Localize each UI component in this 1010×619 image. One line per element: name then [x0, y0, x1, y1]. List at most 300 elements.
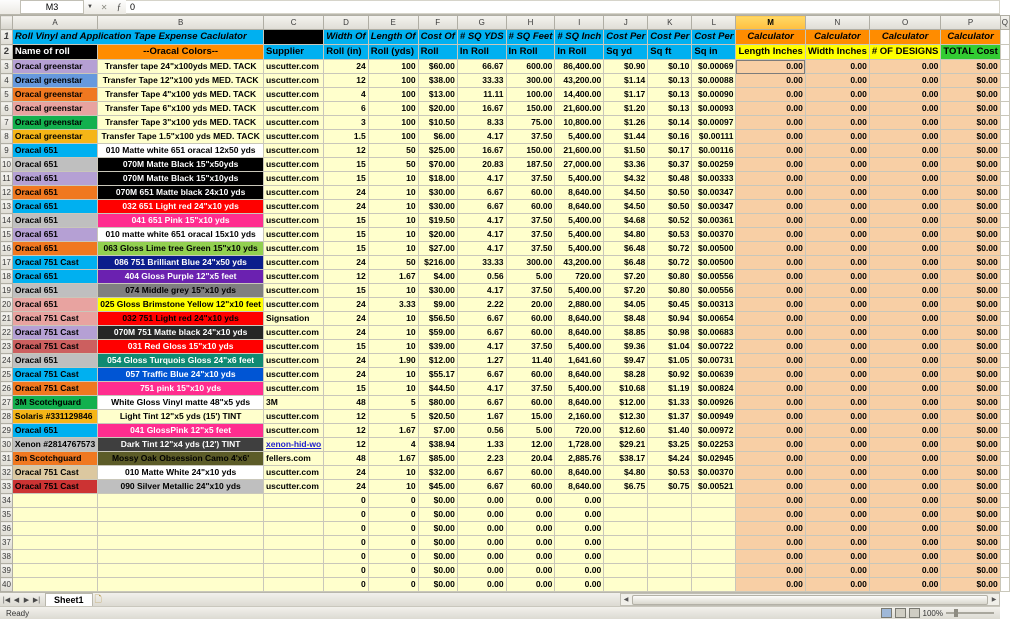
row-header-35[interactable]: 35 — [1, 508, 13, 522]
cell-supplier[interactable]: uscutter.com — [263, 88, 323, 102]
cell-sq-yds[interactable]: 0.56 — [457, 424, 506, 438]
cell-sq-feet[interactable]: 0.00 — [506, 508, 555, 522]
cell-supplier[interactable]: 3M — [263, 396, 323, 410]
row-header-32[interactable]: 32 — [1, 466, 13, 480]
cell-name-of-roll[interactable]: Oracal 651 — [12, 186, 97, 200]
cell-width[interactable]: 24 — [324, 312, 368, 326]
column-header-o[interactable]: O — [869, 16, 941, 30]
cell-name-of-roll[interactable] — [12, 508, 97, 522]
cell-calc-width-inches[interactable]: 0.00 — [805, 508, 869, 522]
cell-calc-num-designs[interactable]: 0.00 — [869, 242, 941, 256]
cell-calc-width-inches[interactable]: 0.00 — [805, 214, 869, 228]
row-header-6[interactable]: 6 — [1, 102, 13, 116]
cell-calc-total-cost[interactable]: $0.00 — [941, 298, 1000, 312]
cell-cost-sq-yd[interactable]: $7.20 — [604, 284, 648, 298]
select-all-corner[interactable] — [1, 16, 13, 30]
table-row[interactable] — [1, 326, 1010, 340]
cell-cost-sq-ft[interactable] — [648, 578, 692, 592]
cell-length[interactable]: 50 — [368, 144, 418, 158]
cell-name-of-roll[interactable]: Oracal greenstar — [12, 116, 97, 130]
cell-cost-sq-yd[interactable] — [604, 564, 648, 578]
column-header-q[interactable]: Q — [1000, 16, 1009, 30]
cell-width[interactable]: 12 — [324, 438, 368, 452]
cell-color-description[interactable]: Dark Tint 12"x4 yds (12') TINT — [98, 438, 264, 452]
cell-calc-num-designs[interactable]: 0.00 — [869, 522, 941, 536]
cell-supplier[interactable] — [263, 536, 323, 550]
cell-calc-length-inches[interactable]: 0.00 — [736, 564, 805, 578]
cell-cost-sq-in[interactable] — [692, 564, 736, 578]
cell-m1[interactable]: Calculator — [736, 30, 805, 45]
cell-calc-total-cost[interactable]: $0.00 — [941, 60, 1000, 74]
header-calc-length-inches[interactable]: Length Inches — [736, 45, 805, 60]
cell-name-of-roll[interactable] — [12, 550, 97, 564]
cell-calc-length-inches[interactable]: 0.00 — [736, 312, 805, 326]
cell-cost-sq-ft[interactable]: $4.24 — [648, 452, 692, 466]
cell-cost-of-roll[interactable]: $0.00 — [418, 494, 457, 508]
cell-calc-total-cost[interactable]: $0.00 — [941, 312, 1000, 326]
cell-calc-total-cost[interactable]: $0.00 — [941, 158, 1000, 172]
cell-supplier[interactable]: uscutter.com — [263, 466, 323, 480]
cell-sq-feet[interactable]: 37.50 — [506, 382, 555, 396]
cell-calc-total-cost[interactable]: $0.00 — [941, 130, 1000, 144]
cell-sq-yds[interactable]: 11.11 — [457, 88, 506, 102]
cell-width[interactable]: 12 — [324, 74, 368, 88]
row-header-4[interactable]: 4 — [1, 74, 13, 88]
formula-input[interactable] — [126, 0, 1000, 14]
cell-name-of-roll[interactable] — [12, 494, 97, 508]
cell-color-description[interactable]: 025 Gloss Brimstone Yellow 12"x10 feet — [98, 298, 264, 312]
cell-cost-sq-in[interactable]: $0.00347 — [692, 186, 736, 200]
cell-width[interactable]: 24 — [324, 326, 368, 340]
cell-d1[interactable]: Width Of — [324, 30, 368, 45]
cell-name-of-roll[interactable]: Oracal 751 Cast — [12, 340, 97, 354]
cell-calc-width-inches[interactable]: 0.00 — [805, 144, 869, 158]
cell-supplier[interactable]: uscutter.com — [263, 242, 323, 256]
cell-supplier[interactable] — [263, 550, 323, 564]
cell-q[interactable] — [1000, 494, 1009, 508]
cell-q[interactable] — [1000, 452, 1009, 466]
cell-calc-length-inches[interactable]: 0.00 — [736, 452, 805, 466]
cell-cost-sq-in[interactable]: $0.00500 — [692, 242, 736, 256]
cell-sq-inch[interactable]: 720.00 — [555, 424, 604, 438]
cell-calc-width-inches[interactable]: 0.00 — [805, 578, 869, 592]
cell-sq-yds[interactable]: 4.17 — [457, 340, 506, 354]
cell-width[interactable]: 0 — [324, 494, 368, 508]
cell-sq-yds[interactable]: 2.23 — [457, 452, 506, 466]
cell-cost-of-roll[interactable]: $13.00 — [418, 88, 457, 102]
cell-q[interactable] — [1000, 480, 1009, 494]
cell-sq-inch[interactable]: 2,880.00 — [555, 298, 604, 312]
cell-q[interactable] — [1000, 116, 1009, 130]
cell-sq-inch[interactable]: 14,400.00 — [555, 88, 604, 102]
cell-cost-sq-ft[interactable]: $1.04 — [648, 340, 692, 354]
table-row[interactable] — [1, 172, 1010, 186]
cell-cost-of-roll[interactable]: $45.00 — [418, 480, 457, 494]
table-row[interactable] — [1, 438, 1010, 452]
row-header-17[interactable]: 17 — [1, 256, 13, 270]
cell-supplier[interactable]: uscutter.com — [263, 228, 323, 242]
cell-cost-sq-ft[interactable]: $0.14 — [648, 116, 692, 130]
cell-cost-sq-in[interactable]: $0.00521 — [692, 480, 736, 494]
cell-length[interactable]: 5 — [368, 396, 418, 410]
cell-q[interactable] — [1000, 424, 1009, 438]
cell-supplier[interactable] — [263, 522, 323, 536]
prev-sheet-icon[interactable]: ◀ — [13, 596, 20, 604]
cell-width[interactable]: 15 — [324, 158, 368, 172]
cell-sq-feet[interactable]: 37.50 — [506, 214, 555, 228]
cell-cost-sq-in[interactable]: $0.00097 — [692, 116, 736, 130]
cell-supplier[interactable]: uscutter.com — [263, 270, 323, 284]
row-header-5[interactable]: 5 — [1, 88, 13, 102]
cell-calc-num-designs[interactable]: 0.00 — [869, 186, 941, 200]
cell-calc-width-inches[interactable]: 0.00 — [805, 340, 869, 354]
cell-sq-feet[interactable]: 150.00 — [506, 102, 555, 116]
cell-cost-of-roll[interactable]: $18.00 — [418, 172, 457, 186]
row-header-3[interactable]: 3 — [1, 60, 13, 74]
cell-calc-num-designs[interactable]: 0.00 — [869, 536, 941, 550]
cell-width[interactable]: 15 — [324, 172, 368, 186]
cell-sq-inch[interactable]: 8,640.00 — [555, 368, 604, 382]
cell-cost-sq-in[interactable]: $0.02253 — [692, 438, 736, 452]
cell-supplier[interactable]: uscutter.com — [263, 186, 323, 200]
table-row[interactable] — [1, 298, 1010, 312]
cell-calc-total-cost[interactable]: $0.00 — [941, 186, 1000, 200]
cell-cost-of-roll[interactable]: $0.00 — [418, 536, 457, 550]
cell-cost-of-roll[interactable]: $12.00 — [418, 354, 457, 368]
cell-name-of-roll[interactable]: Oracal 651 — [12, 228, 97, 242]
cell-calc-total-cost[interactable]: $0.00 — [941, 172, 1000, 186]
cell-supplier[interactable]: uscutter.com — [263, 116, 323, 130]
cell-cost-sq-ft[interactable]: $0.50 — [648, 200, 692, 214]
cell-supplier[interactable]: uscutter.com — [263, 298, 323, 312]
table-row[interactable] — [1, 74, 1010, 88]
cell-cost-of-roll[interactable]: $6.00 — [418, 130, 457, 144]
cell-calc-length-inches[interactable]: 0.00 — [736, 158, 805, 172]
cell-sq-inch[interactable]: 8,640.00 — [555, 396, 604, 410]
cell-color-description[interactable] — [98, 550, 264, 564]
cell-width[interactable]: 12 — [324, 270, 368, 284]
cell-calc-width-inches[interactable]: 0.00 — [805, 452, 869, 466]
cell-color-description[interactable] — [98, 564, 264, 578]
cell-cost-sq-in[interactable] — [692, 494, 736, 508]
cell-supplier[interactable] — [263, 564, 323, 578]
cell-calc-num-designs[interactable]: 0.00 — [869, 564, 941, 578]
cell-calc-length-inches[interactable]: 0.00 — [736, 284, 805, 298]
cell-calc-length-inches[interactable]: 0.00 — [736, 368, 805, 382]
cell-cost-of-roll[interactable]: $10.50 — [418, 116, 457, 130]
table-row[interactable] — [1, 396, 1010, 410]
row-header-40[interactable]: 40 — [1, 578, 13, 592]
cell-calc-total-cost[interactable]: $0.00 — [941, 522, 1000, 536]
cell-width[interactable]: 15 — [324, 382, 368, 396]
cell-supplier[interactable]: uscutter.com — [263, 284, 323, 298]
cell-width[interactable]: 24 — [324, 186, 368, 200]
cell-width[interactable]: 15 — [324, 284, 368, 298]
table-row[interactable] — [1, 200, 1010, 214]
cell-c1[interactable] — [263, 30, 323, 45]
cell-cost-sq-ft[interactable]: $0.17 — [648, 144, 692, 158]
cell-color-description[interactable]: 063 Gloss Lime tree Green 15"x10 yds — [98, 242, 264, 256]
cell-calc-total-cost[interactable]: $0.00 — [941, 102, 1000, 116]
cell-name-of-roll[interactable]: Oracal 651 — [12, 200, 97, 214]
cell-calc-total-cost[interactable]: $0.00 — [941, 354, 1000, 368]
cell-cost-sq-ft[interactable] — [648, 522, 692, 536]
cell-color-description[interactable]: Mossy Oak Obsession Camo 4'x6' — [98, 452, 264, 466]
row-header-10[interactable]: 10 — [1, 158, 13, 172]
cell-cost-sq-yd[interactable]: $29.21 — [604, 438, 648, 452]
cell-calc-length-inches[interactable]: 0.00 — [736, 438, 805, 452]
cell-length[interactable]: 10 — [368, 480, 418, 494]
header-name-of-roll[interactable]: Name of roll — [12, 45, 97, 60]
scroll-right-icon[interactable]: ▶ — [991, 597, 997, 603]
scroll-left-icon[interactable]: ◀ — [623, 597, 629, 603]
cell-sq-feet[interactable]: 60.00 — [506, 200, 555, 214]
table-row[interactable] — [1, 550, 1010, 564]
cell-sq-yds[interactable]: 4.17 — [457, 242, 506, 256]
cell-calc-total-cost[interactable]: $0.00 — [941, 200, 1000, 214]
cell-cost-sq-yd[interactable]: $4.68 — [604, 214, 648, 228]
cell-width[interactable]: 12 — [324, 424, 368, 438]
cell-sq-feet[interactable]: 300.00 — [506, 256, 555, 270]
cell-calc-width-inches[interactable]: 0.00 — [805, 88, 869, 102]
cell-calc-num-designs[interactable]: 0.00 — [869, 312, 941, 326]
cell-f1[interactable]: Cost Of — [418, 30, 457, 45]
cell-p1[interactable]: Calculator — [941, 30, 1000, 45]
cell-cost-sq-ft[interactable]: $0.75 — [648, 480, 692, 494]
cell-q[interactable] — [1000, 340, 1009, 354]
cell-sq-yds[interactable]: 4.17 — [457, 228, 506, 242]
cell-calc-num-designs[interactable]: 0.00 — [869, 508, 941, 522]
zoom-level-label[interactable]: 100% — [922, 608, 943, 618]
cell-sq-feet[interactable]: 300.00 — [506, 74, 555, 88]
row-header-19[interactable]: 19 — [1, 284, 13, 298]
cell-length[interactable]: 1.67 — [368, 270, 418, 284]
cell-color-description[interactable]: 031 Red Gloss 15"x10 yds — [98, 340, 264, 354]
cell-width[interactable]: 24 — [324, 480, 368, 494]
cell-name-of-roll[interactable] — [12, 536, 97, 550]
cell-calc-num-designs[interactable]: 0.00 — [869, 298, 941, 312]
last-sheet-icon[interactable]: ▶| — [32, 596, 41, 604]
cell-q[interactable] — [1000, 186, 1009, 200]
cell-q[interactable] — [1000, 102, 1009, 116]
cell-cost-sq-yd[interactable]: $38.17 — [604, 452, 648, 466]
cell-cost-sq-ft[interactable]: $0.13 — [648, 102, 692, 116]
cell-supplier[interactable]: uscutter.com — [263, 172, 323, 186]
cell-sq-inch[interactable]: 10,800.00 — [555, 116, 604, 130]
cell-sq-yds[interactable]: 0.00 — [457, 564, 506, 578]
table-row[interactable] — [1, 312, 1010, 326]
cell-color-description[interactable]: 070M Matte Black 15"x50yds — [98, 158, 264, 172]
table-row[interactable] — [1, 424, 1010, 438]
cell-sq-inch[interactable]: 0.00 — [555, 508, 604, 522]
cell-sq-feet[interactable]: 0.00 — [506, 550, 555, 564]
cell-q[interactable] — [1000, 354, 1009, 368]
cell-calc-total-cost[interactable]: $0.00 — [941, 424, 1000, 438]
cell-cost-sq-yd[interactable]: $1.20 — [604, 102, 648, 116]
cell-sq-feet[interactable]: 37.50 — [506, 340, 555, 354]
cell-calc-num-designs[interactable]: 0.00 — [869, 368, 941, 382]
cell-calc-width-inches[interactable]: 0.00 — [805, 158, 869, 172]
row-header-29[interactable]: 29 — [1, 424, 13, 438]
cell-cost-sq-ft[interactable]: $0.72 — [648, 242, 692, 256]
table-row[interactable] — [1, 466, 1010, 480]
cell-length[interactable]: 10 — [368, 340, 418, 354]
cell-color-description[interactable]: 010 Matte white 651 oracal 12x50 yds — [98, 144, 264, 158]
cell-calc-length-inches[interactable]: 0.00 — [736, 522, 805, 536]
cell-calc-width-inches[interactable]: 0.00 — [805, 354, 869, 368]
cell-supplier[interactable]: uscutter.com — [263, 354, 323, 368]
cell-i1[interactable]: # SQ Inch — [555, 30, 604, 45]
sheet-title[interactable]: Roll Vinyl and Application Tape Expense Caclulator — [12, 30, 263, 45]
cell-cost-of-roll[interactable]: $0.00 — [418, 508, 457, 522]
column-header-a[interactable]: A — [12, 16, 97, 30]
cell-sq-feet[interactable]: 150.00 — [506, 144, 555, 158]
column-header-h[interactable]: H — [506, 16, 555, 30]
cell-q[interactable] — [1000, 158, 1009, 172]
cell-supplier[interactable] — [263, 578, 323, 592]
cell-calc-length-inches[interactable]: 0.00 — [736, 186, 805, 200]
cell-color-description[interactable]: White Gloss Vinyl matte 48"x5 yds — [98, 396, 264, 410]
cell-calc-num-designs[interactable]: 0.00 — [869, 144, 941, 158]
column-header-p[interactable]: P — [941, 16, 1000, 30]
cell-e1[interactable]: Length Of — [368, 30, 418, 45]
cell-q2[interactable] — [1000, 45, 1009, 60]
cell-q[interactable] — [1000, 410, 1009, 424]
cell-calc-length-inches[interactable]: 0.00 — [736, 396, 805, 410]
header-oracal-colors[interactable]: --Oracal Colors-- — [98, 45, 264, 60]
cell-cost-sq-ft[interactable]: $0.13 — [648, 74, 692, 88]
cell-calc-total-cost[interactable]: $0.00 — [941, 242, 1000, 256]
cell-sq-yds[interactable]: 4.17 — [457, 284, 506, 298]
cell-calc-total-cost[interactable]: $0.00 — [941, 74, 1000, 88]
cell-cost-sq-in[interactable]: $0.00639 — [692, 368, 736, 382]
cell-sq-inch[interactable]: 8,640.00 — [555, 326, 604, 340]
cell-sq-yds[interactable]: 0.00 — [457, 536, 506, 550]
row-header-2[interactable]: 2 — [1, 45, 13, 60]
cell-cost-sq-ft[interactable]: $0.10 — [648, 60, 692, 74]
cell-supplier[interactable] — [263, 508, 323, 522]
cell-sq-feet[interactable]: 75.00 — [506, 116, 555, 130]
row-header-7[interactable]: 7 — [1, 116, 13, 130]
cell-name-of-roll[interactable]: Xenon #2814767573 — [12, 438, 97, 452]
cell-calc-num-designs[interactable]: 0.00 — [869, 88, 941, 102]
cell-cost-sq-ft[interactable]: $0.37 — [648, 158, 692, 172]
cell-calc-total-cost[interactable]: $0.00 — [941, 284, 1000, 298]
cell-width[interactable]: 3 — [324, 116, 368, 130]
column-header-d[interactable]: D — [324, 16, 368, 30]
cell-sq-feet[interactable]: 37.50 — [506, 172, 555, 186]
cell-calc-num-designs[interactable]: 0.00 — [869, 130, 941, 144]
cell-supplier[interactable]: uscutter.com — [263, 340, 323, 354]
cell-name-of-roll[interactable] — [12, 522, 97, 536]
cell-o1[interactable]: Calculator — [869, 30, 941, 45]
cell-calc-total-cost[interactable]: $0.00 — [941, 256, 1000, 270]
column-header-b[interactable]: B — [98, 16, 264, 30]
cell-cost-of-roll[interactable]: $55.17 — [418, 368, 457, 382]
cell-width[interactable]: 24 — [324, 60, 368, 74]
row-header-18[interactable]: 18 — [1, 270, 13, 284]
cell-color-description[interactable]: 070M 651 Matte black 24x10 yds — [98, 186, 264, 200]
cell-calc-total-cost[interactable]: $0.00 — [941, 410, 1000, 424]
cell-calc-width-inches[interactable]: 0.00 — [805, 410, 869, 424]
cell-cost-of-roll[interactable]: $38.00 — [418, 74, 457, 88]
cell-cost-of-roll[interactable]: $0.00 — [418, 578, 457, 592]
cell-sq-inch[interactable]: 43,200.00 — [555, 74, 604, 88]
cell-cost-of-roll[interactable]: $7.00 — [418, 424, 457, 438]
cell-sq-feet[interactable]: 187.50 — [506, 158, 555, 172]
cell-cost-sq-yd[interactable]: $9.36 — [604, 340, 648, 354]
cell-calc-width-inches[interactable]: 0.00 — [805, 564, 869, 578]
horizontal-scrollbar[interactable] — [620, 593, 1000, 606]
cell-cost-sq-yd[interactable]: $4.05 — [604, 298, 648, 312]
cell-length[interactable]: 100 — [368, 74, 418, 88]
cell-q[interactable] — [1000, 88, 1009, 102]
cell-calc-num-designs[interactable]: 0.00 — [869, 494, 941, 508]
cell-color-description[interactable]: 054 Gloss Turquois Gloss 24"x6 feet — [98, 354, 264, 368]
header-calc-num-designs[interactable]: # OF DESIGNS — [869, 45, 941, 60]
cell-calc-total-cost[interactable]: $0.00 — [941, 340, 1000, 354]
cell-length[interactable]: 10 — [368, 228, 418, 242]
cell-width[interactable]: 24 — [324, 466, 368, 480]
cell-width[interactable]: 15 — [324, 340, 368, 354]
cell-cost-sq-yd[interactable]: $1.14 — [604, 74, 648, 88]
cell-calc-length-inches[interactable]: 0.00 — [736, 326, 805, 340]
row-header-36[interactable]: 36 — [1, 522, 13, 536]
table-row[interactable] — [1, 480, 1010, 494]
table-row[interactable] — [1, 564, 1010, 578]
cell-calc-num-designs[interactable]: 0.00 — [869, 410, 941, 424]
cell-calc-total-cost[interactable]: $0.00 — [941, 564, 1000, 578]
cell-sq-feet[interactable]: 37.50 — [506, 242, 555, 256]
cell-calc-length-inches[interactable]: 0.00 — [736, 102, 805, 116]
cell-calc-num-designs[interactable]: 0.00 — [869, 256, 941, 270]
row-header-39[interactable]: 39 — [1, 564, 13, 578]
cell-cost-sq-ft[interactable]: $0.16 — [648, 130, 692, 144]
cell-width[interactable]: 4 — [324, 88, 368, 102]
cell-color-description[interactable]: 070M 751 Matte black 24"x10 yds — [98, 326, 264, 340]
cell-calc-num-designs[interactable]: 0.00 — [869, 200, 941, 214]
cell-cost-of-roll[interactable]: $216.00 — [418, 256, 457, 270]
cell-cost-sq-ft[interactable] — [648, 494, 692, 508]
cell-calc-width-inches[interactable]: 0.00 — [805, 480, 869, 494]
cell-calc-total-cost[interactable]: $0.00 — [941, 270, 1000, 284]
cell-calc-width-inches[interactable]: 0.00 — [805, 466, 869, 480]
cell-sq-feet[interactable]: 60.00 — [506, 186, 555, 200]
cell-q[interactable] — [1000, 396, 1009, 410]
cell-calc-length-inches[interactable]: 0.00 — [736, 256, 805, 270]
cell-name-of-roll[interactable]: Oracal 651 — [12, 270, 97, 284]
cell-cost-of-roll[interactable]: $44.50 — [418, 382, 457, 396]
cell-sq-inch[interactable]: 1,728.00 — [555, 438, 604, 452]
cell-cost-of-roll[interactable]: $70.00 — [418, 158, 457, 172]
cell-calc-width-inches[interactable]: 0.00 — [805, 60, 869, 74]
cell-length[interactable]: 1.67 — [368, 424, 418, 438]
cell-sq-yds[interactable]: 6.67 — [457, 326, 506, 340]
cell-name-of-roll[interactable]: Oracal 751 Cast — [12, 368, 97, 382]
cell-calc-length-inches[interactable]: 0.00 — [736, 214, 805, 228]
row-header-16[interactable]: 16 — [1, 242, 13, 256]
cell-q[interactable] — [1000, 368, 1009, 382]
cell-sq-feet[interactable]: 60.00 — [506, 326, 555, 340]
cell-cost-of-roll[interactable]: $30.00 — [418, 200, 457, 214]
cell-width[interactable]: 12 — [324, 144, 368, 158]
cell-color-description[interactable] — [98, 578, 264, 592]
cell-cost-sq-in[interactable]: $0.00116 — [692, 144, 736, 158]
cell-cost-sq-ft[interactable] — [648, 550, 692, 564]
cell-sq-inch[interactable]: 5,400.00 — [555, 382, 604, 396]
cell-sq-yds[interactable]: 6.67 — [457, 312, 506, 326]
cell-sq-feet[interactable]: 60.00 — [506, 368, 555, 382]
